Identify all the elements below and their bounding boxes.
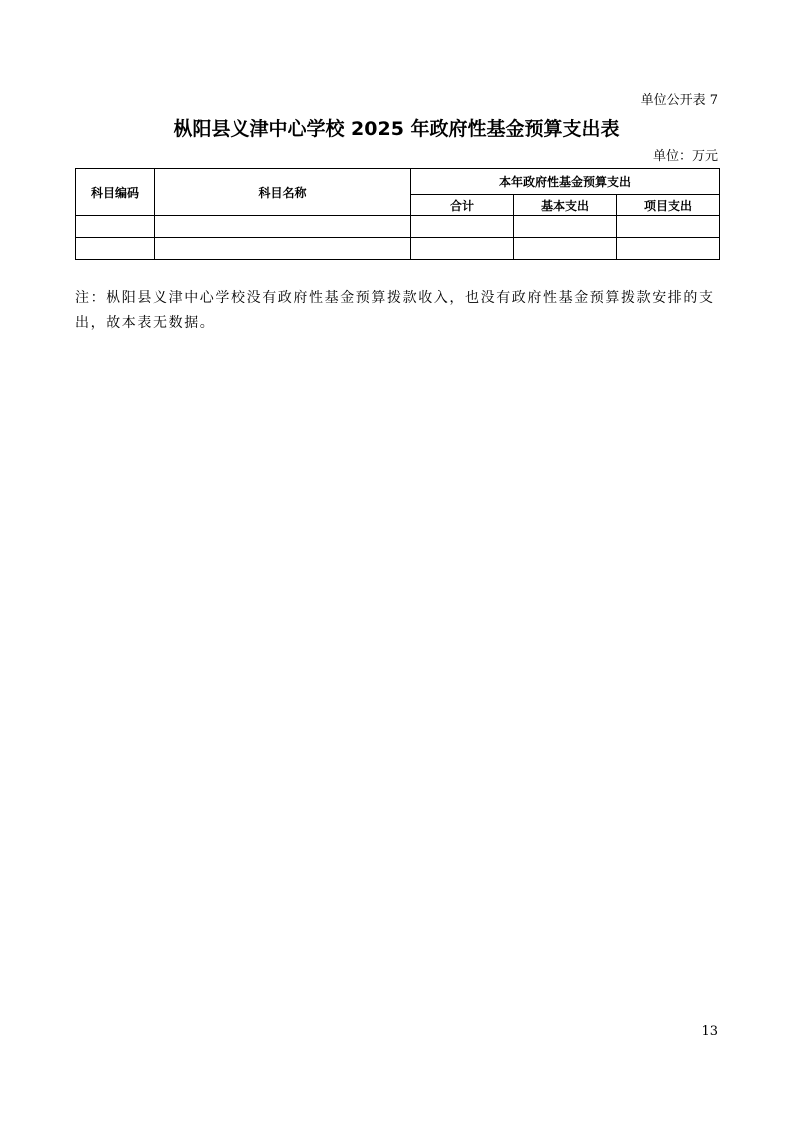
column-header-code: 科目编码: [76, 169, 155, 216]
column-header-name: 科目名称: [155, 169, 411, 216]
table-cell: [155, 216, 411, 238]
table-cell: [514, 238, 617, 260]
column-group-header: 本年政府性基金预算支出: [411, 169, 720, 195]
table-row: [76, 238, 720, 260]
table-header-row: [76, 169, 720, 195]
table-cell: [411, 216, 514, 238]
table-cell: [155, 238, 411, 260]
table-cell: [411, 238, 514, 260]
form-number-label: 单位公开表 7: [640, 93, 718, 108]
table-cell: [76, 238, 155, 260]
unit-label: 单位：万元: [652, 149, 718, 164]
page-title: 枞阳县义津中心学校 2025 年政府性基金预算支出表: [173, 118, 620, 140]
budget-table: [75, 168, 720, 260]
table-cell: [617, 238, 720, 260]
table-cell: [514, 216, 617, 238]
page-number: 13: [701, 1024, 718, 1039]
table-cell: [617, 216, 720, 238]
column-header-total: 合计: [411, 195, 514, 216]
column-header-basic: 基本支出: [514, 195, 617, 216]
table-cell: [76, 216, 155, 238]
column-header-project: 项目支出: [617, 195, 720, 216]
table-row: [76, 216, 720, 238]
table-note: 注：枞阳县义津中心学校没有政府性基金预算拨款收入，也没有政府性基金预算拨款安排的支出，故本表无数据。: [75, 290, 715, 331]
